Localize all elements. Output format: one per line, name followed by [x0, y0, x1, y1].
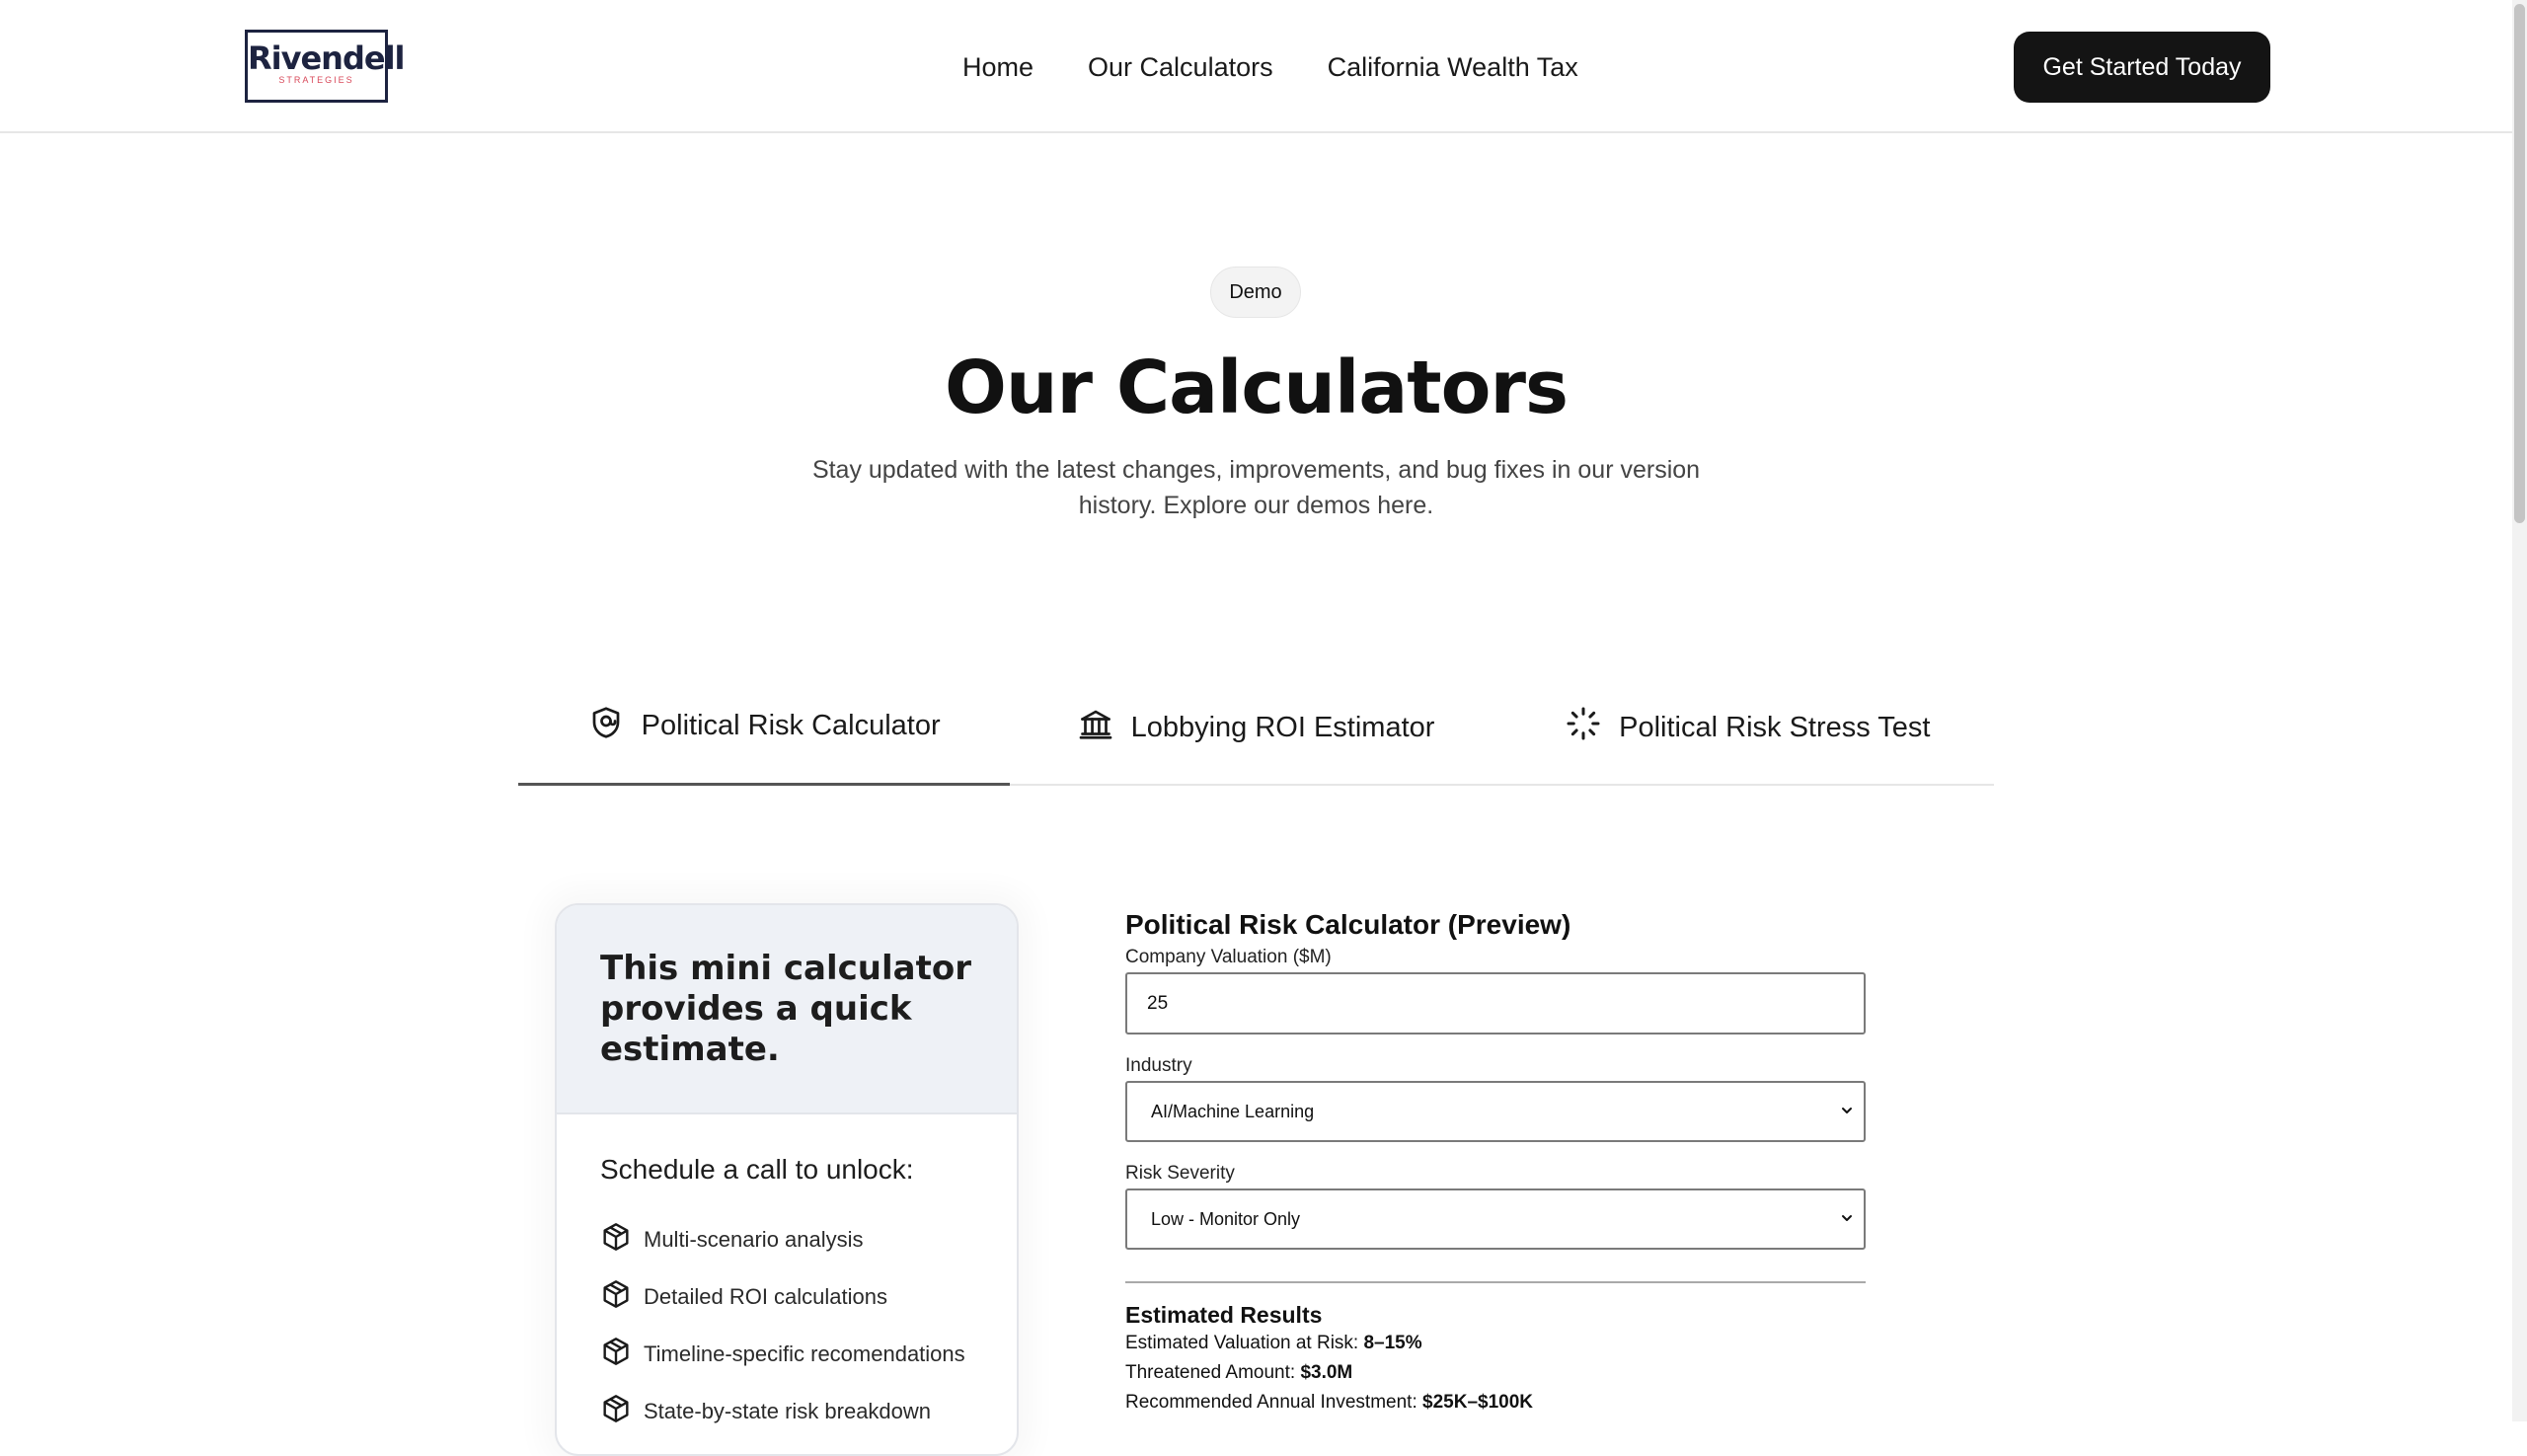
- tab-label: Political Risk Stress Test: [1619, 711, 1931, 743]
- feature-label: Timeline-specific recomendations: [644, 1341, 965, 1366]
- feature-item: [600, 1211, 977, 1268]
- nav-item-home[interactable]: Home: [962, 52, 1034, 82]
- risk-severity-selected-value: Low - Monitor Only: [1151, 1209, 1301, 1229]
- nav-item-california-wealth-tax[interactable]: California Wealth Tax: [1327, 52, 1578, 82]
- main-nav: [962, 49, 1578, 85]
- info-card-heading: This mini calculator provides a quick estimate.: [600, 949, 971, 1069]
- demo-badge: Demo: [1210, 267, 1301, 318]
- company-valuation-input[interactable]: [1125, 972, 1866, 1035]
- page-title: Our Calculators: [944, 345, 1569, 430]
- tab-label: Political Risk Calculator: [641, 710, 941, 741]
- calculator-info-card: [555, 903, 1019, 1456]
- result-recommended-investment: [1125, 1388, 1866, 1418]
- result-value: $3.0M: [1300, 1362, 1353, 1383]
- result-label: Estimated Valuation at Risk:: [1125, 1333, 1359, 1353]
- result-value: 8–15%: [1363, 1333, 1422, 1353]
- industry-selected-value: AI/Machine Learning: [1151, 1102, 1315, 1121]
- feature-item: [600, 1268, 977, 1326]
- tab-political-risk-calculator[interactable]: [518, 691, 1010, 786]
- valuation-label: Company Valuation ($M): [1125, 947, 1332, 967]
- page-subtitle: Stay updated with the latest changes, improvements, and bug fixes in our version history. Explore our demos here.: [811, 456, 1701, 519]
- package-icon: [600, 1278, 632, 1316]
- result-threatened-amount: [1125, 1358, 1866, 1388]
- unlock-heading: Schedule a call to unlock:: [600, 1154, 914, 1185]
- result-value: $25K–$100K: [1422, 1392, 1533, 1413]
- package-icon: [600, 1393, 632, 1430]
- logo-wordmark: Rivendell: [248, 39, 405, 77]
- calculator-title: Political Risk Calculator (Preview): [1125, 909, 1571, 940]
- tab-lobbying-roi-estimator[interactable]: [1010, 691, 1501, 764]
- results-title: Estimated Results: [1125, 1302, 1323, 1328]
- nav-item-our-calculators[interactable]: Our Calculators: [1088, 52, 1273, 82]
- feature-item: [600, 1326, 977, 1383]
- scrollbar-thumb[interactable]: [2514, 4, 2525, 523]
- calculator-tabs: [518, 691, 1994, 786]
- result-valuation-at-risk: [1125, 1329, 1866, 1358]
- site-header: [0, 0, 2512, 133]
- info-card-body: [557, 1114, 1017, 1440]
- rivendell-logo[interactable]: [245, 30, 405, 103]
- feature-label: Detailed ROI calculations: [644, 1284, 888, 1309]
- package-icon: [600, 1336, 632, 1373]
- risk-severity-label: Risk Severity: [1125, 1163, 1235, 1184]
- political-risk-calculator-preview: [1125, 904, 1866, 1418]
- tab-label: Lobbying ROI Estimator: [1130, 711, 1435, 743]
- package-icon: [600, 1221, 632, 1259]
- loader-icon: [1566, 706, 1601, 749]
- page-scrollbar[interactable]: [2512, 0, 2527, 1421]
- result-label: Recommended Annual Investment:: [1125, 1392, 1417, 1413]
- industry-label: Industry: [1125, 1055, 1192, 1076]
- result-label: Threatened Amount:: [1125, 1362, 1296, 1383]
- logo-subtitle: STRATEGIES: [278, 75, 354, 85]
- feature-label: State-by-state risk breakdown: [644, 1399, 932, 1423]
- feature-item: [600, 1383, 977, 1440]
- tab-political-risk-stress-test[interactable]: [1502, 691, 1994, 764]
- get-started-button[interactable]: Get Started Today: [2014, 32, 2270, 103]
- info-card-header: [557, 905, 1017, 1114]
- industry-select[interactable]: [1125, 1081, 1866, 1142]
- risk-severity-select[interactable]: [1125, 1188, 1866, 1250]
- feature-label: Multi-scenario analysis: [644, 1227, 864, 1252]
- shield-icon: [588, 705, 624, 748]
- results-divider: [1125, 1281, 1866, 1283]
- bank-icon: [1078, 706, 1113, 749]
